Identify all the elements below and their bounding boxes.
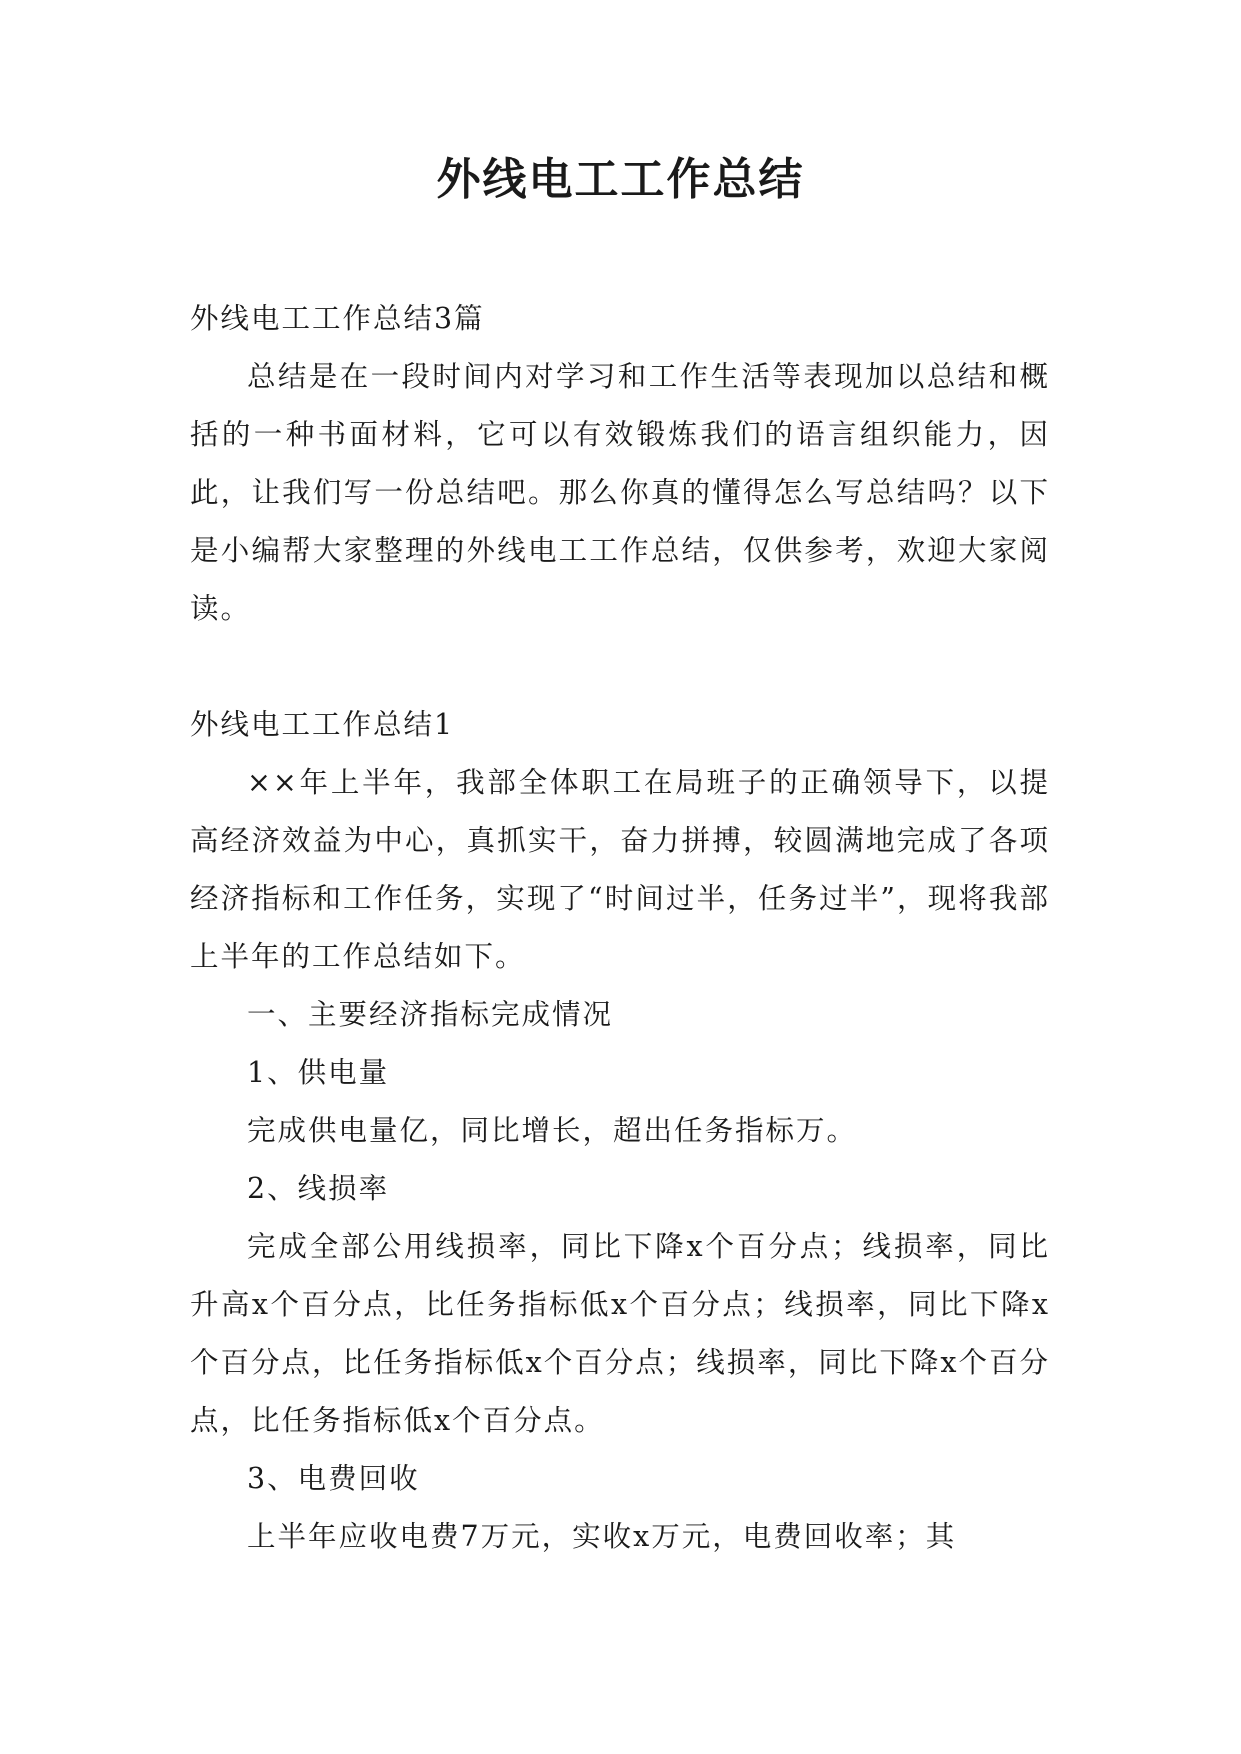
part-1-heading: 一、主要经济指标完成情况 xyxy=(247,998,614,1031)
item-2-text: 完成全部公用线损率，同比下降x个百分点；线损率，同比升高x个百分点，比任务指标低x个百分点；线损率，同比下降x个百分点，比任务指标低x个百分点；线损率，同比下降x个百分点，比任务指标低x个百分点。 xyxy=(190,1230,1050,1437)
document-body xyxy=(190,290,1050,1566)
item-2-heading: 2、线损率 xyxy=(247,1172,390,1205)
document-subtitle: 外线电工工作总结3篇 xyxy=(190,302,485,335)
item-1-text: 完成供电量亿，同比增长，超出任务指标万。 xyxy=(247,1114,858,1147)
document-title: 外线电工工作总结 xyxy=(436,154,805,205)
intro-paragraph: 总结是在一段时间内对学习和工作生活等表现加以总结和概括的一种书面材料，它可以有效锻炼我们的语言组织能力，因此，让我们写一份总结吧。那么你真的懂得怎么写总结吗？以下是小编帮大家整理的外线电工工作总结，仅供参考，欢迎大家阅读。 xyxy=(190,360,1050,625)
section-1-heading: 外线电工工作总结1 xyxy=(190,708,455,741)
item-3-heading: 3、电费回收 xyxy=(247,1462,420,1495)
section-1-intro-paragraph: ××年上半年，我部全体职工在局班子的正确领导下，以提高经济效益为中心，真抓实干，奋力拼搏，较圆满地完成了各项经济指标和工作任务，实现了“时间过半，任务过半”，现将我部上半年的工作总结如下。 xyxy=(190,766,1050,973)
item-3-text: 上半年应收电费7万元，实收x万元，电费回收率；其 xyxy=(247,1520,957,1553)
item-1-heading: 1、供电量 xyxy=(247,1056,390,1089)
section-spacer xyxy=(190,638,1050,696)
